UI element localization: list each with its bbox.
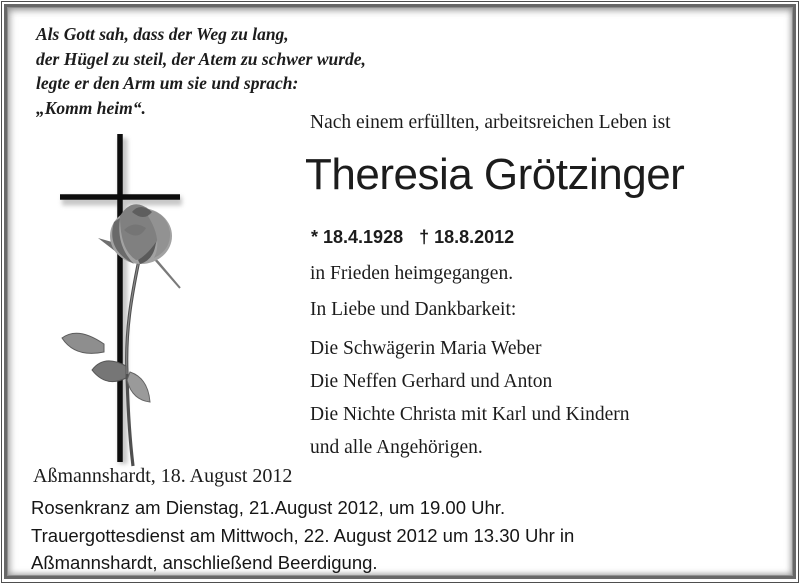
mourner-line: Die Neffen Gerhard und Anton [310,371,553,392]
peace-line: in Frieden heimgegangen. [310,263,514,284]
life-dates [311,227,530,248]
birth-date [311,227,403,247]
intro-line: Nach einem erfüllten, arbeitsreichen Leben ist [310,112,671,133]
service-line: Rosenkranz am Dienstag, 21.August 2012, um 19.00 Uhr. [31,497,506,518]
verse-line: „Komm heim“. [36,97,146,118]
verse-line: Als Gott sah, dass der Weg zu lang, [36,24,289,44]
birth-star-symbol: * [311,227,319,247]
cross-with-rose-image [40,126,240,471]
service-announcements [31,494,574,577]
memorial-verse [36,22,366,120]
death-date [419,227,514,247]
gratitude-line: In Liebe und Dankbarkeit: [310,299,517,320]
mourner-line: Die Nichte Christa mit Karl und Kindern [310,404,630,425]
death-date-value: 18.8.2012 [434,227,515,247]
verse-line: legte er den Arm um sie und sprach: [36,73,299,93]
service-line: Aßmannshardt, anschließend Beerdigung. [31,552,378,573]
verse-line: der Hügel zu steil, der Atem zu schwer wurde, [36,48,366,69]
mourner-line: und alle Angehörigen. [310,437,483,458]
service-line: Trauergottesdienst am Mittwoch, 22. August 2012 um 13.30 Uhr in [31,524,575,546]
deceased-name: Theresia Grötzinger [305,150,685,199]
mourner-line: Die Schwägerin Maria Weber [310,338,542,359]
birth-date-value: 18.4.1928 [323,227,404,247]
place-and-date: Aßmannshardt, 18. August 2012 [33,465,293,487]
death-cross-symbol: † [419,227,430,247]
mourners-list [310,332,630,464]
